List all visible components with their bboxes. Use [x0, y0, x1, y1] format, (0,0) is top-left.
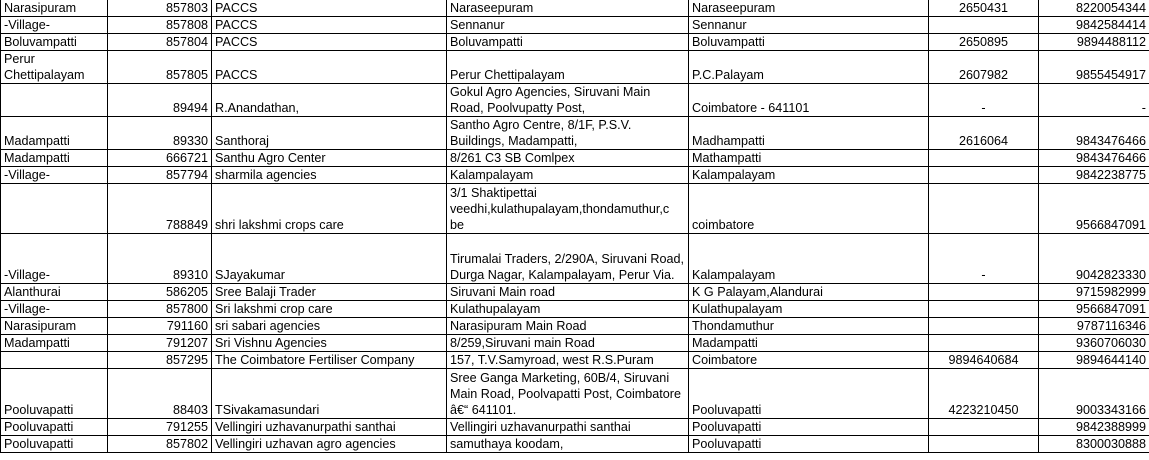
cell-address: Sree Ganga Marketing, 60B/4, Siruvani Main Road, Poolvapatti Post, Coimbatore â€“ 641101.: [447, 369, 689, 419]
table-row: [1, 318, 1149, 335]
cell-place: Boluvampatti: [689, 34, 929, 51]
cell-name: SJayakumar: [212, 234, 447, 284]
cell-area: [1, 184, 108, 234]
cell-code: 88403: [108, 369, 212, 419]
table-row: [1, 234, 1149, 284]
cell-phone: [929, 184, 1039, 234]
cell-code: 857800: [108, 301, 212, 318]
cell-mobile: 9855454917: [1039, 51, 1149, 84]
cell-address: 157, T.V.Samyroad, west R.S.Puram: [447, 352, 689, 369]
cell-name: Santhoraj: [212, 117, 447, 150]
cell-phone: 9894640684: [929, 352, 1039, 369]
table-row: [1, 34, 1149, 51]
cell-mobile: -: [1039, 84, 1149, 117]
table-row: [1, 184, 1149, 234]
cell-address: Gokul Agro Agencies, Siruvani Main Road, Poolvupatty Post,: [447, 84, 689, 117]
cell-code: 857808: [108, 17, 212, 34]
cell-code: 586205: [108, 284, 212, 301]
cell-phone: 4223210450: [929, 369, 1039, 419]
cell-code: 89330: [108, 117, 212, 150]
cell-area: Pooluvapatti: [1, 369, 108, 419]
table-row: [1, 84, 1149, 117]
cell-mobile: 9715982999: [1039, 284, 1149, 301]
cell-code: 857803: [108, 0, 212, 17]
cell-code: 788849: [108, 184, 212, 234]
cell-address: Sennanur: [447, 17, 689, 34]
cell-mobile: 9842584414: [1039, 17, 1149, 34]
cell-mobile: 9566847091: [1039, 184, 1149, 234]
cell-phone: 2607982: [929, 51, 1039, 84]
cell-mobile: 9566847091: [1039, 301, 1149, 318]
cell-address: Narasipuram Main Road: [447, 318, 689, 335]
cell-mobile: 9894488112: [1039, 34, 1149, 51]
table-row: [1, 369, 1149, 419]
cell-name: Sree Balaji Trader: [212, 284, 447, 301]
cell-phone: [929, 284, 1039, 301]
cell-area: [1, 84, 108, 117]
cell-area: [1, 352, 108, 369]
cell-area: Madampatti: [1, 150, 108, 167]
cell-area: -Village-: [1, 167, 108, 184]
cell-name: Vellingiri uzhavan agro agencies: [212, 436, 447, 453]
cell-name: PACCS: [212, 34, 447, 51]
cell-address: Kalampalayam: [447, 167, 689, 184]
cell-place: Coimbatore - 641101: [689, 84, 929, 117]
cell-mobile: 9042823330: [1039, 234, 1149, 284]
cell-phone: 2616064: [929, 117, 1039, 150]
cell-name: TSivakamasundari: [212, 369, 447, 419]
cell-name: sri sabari agencies: [212, 318, 447, 335]
cell-place: Pooluvapatti: [689, 436, 929, 453]
cell-area: -Village-: [1, 234, 108, 284]
cell-place: Kalampalayam: [689, 234, 929, 284]
cell-phone: 2650431: [929, 0, 1039, 17]
cell-code: 857802: [108, 436, 212, 453]
cell-area: Narasipuram: [1, 0, 108, 17]
cell-place: Naraseepuram: [689, 0, 929, 17]
cell-area: Boluvampatti: [1, 34, 108, 51]
cell-name: PACCS: [212, 17, 447, 34]
cell-mobile: 9003343166: [1039, 369, 1149, 419]
table-row: [1, 150, 1149, 167]
cell-mobile: 9787116346: [1039, 318, 1149, 335]
cell-address: Perur Chettipalayam: [447, 51, 689, 84]
cell-address: Vellingiri uzhavanurpathi santhai: [447, 419, 689, 436]
cell-name: shri lakshmi crops care: [212, 184, 447, 234]
table-row: [1, 436, 1149, 453]
cell-name: Vellingiri uzhavanurpathi santhai: [212, 419, 447, 436]
cell-code: 89494: [108, 84, 212, 117]
cell-code: 791160: [108, 318, 212, 335]
cell-code: 791207: [108, 335, 212, 352]
cell-place: Kulathupalayam: [689, 301, 929, 318]
cell-phone: [929, 167, 1039, 184]
cell-area: -Village-: [1, 17, 108, 34]
cell-phone: [929, 150, 1039, 167]
cell-place: Pooluvapatti: [689, 369, 929, 419]
cell-address: 8/261 C3 SB Comlpex: [447, 150, 689, 167]
table-row: [1, 167, 1149, 184]
cell-code: 857804: [108, 34, 212, 51]
cell-area: Perur Chettipalayam: [1, 51, 108, 84]
cell-mobile: 9842388999: [1039, 419, 1149, 436]
cell-code: 666721: [108, 150, 212, 167]
table-row: [1, 0, 1149, 17]
cell-phone: [929, 301, 1039, 318]
cell-code: 857794: [108, 167, 212, 184]
cell-name: Sri Vishnu Agencies: [212, 335, 447, 352]
cell-mobile: 9843476466: [1039, 117, 1149, 150]
cell-name: PACCS: [212, 0, 447, 17]
cell-mobile: 8300030888: [1039, 436, 1149, 453]
table-body: [1, 0, 1149, 453]
cell-place: Sennanur: [689, 17, 929, 34]
cell-phone: [929, 419, 1039, 436]
cell-code: 791255: [108, 419, 212, 436]
cell-place: K G Palayam,Alandurai: [689, 284, 929, 301]
table-row: [1, 352, 1149, 369]
cell-mobile: 8220054344: [1039, 0, 1149, 17]
cell-phone: [929, 335, 1039, 352]
cell-phone: -: [929, 234, 1039, 284]
cell-phone: [929, 17, 1039, 34]
cell-place: coimbatore: [689, 184, 929, 234]
cell-phone: 2650895: [929, 34, 1039, 51]
cell-name: sharmila agencies: [212, 167, 447, 184]
cell-phone: -: [929, 84, 1039, 117]
cell-place: Kalampalayam: [689, 167, 929, 184]
cell-address: 8/259,Siruvani main Road: [447, 335, 689, 352]
cell-area: Alanthurai: [1, 284, 108, 301]
cell-name: The Coimbatore Fertiliser Company: [212, 352, 447, 369]
cell-address: Santho Agro Centre, 8/1F, P.S.V. Buildings, Madampatti,: [447, 117, 689, 150]
cell-code: 857805: [108, 51, 212, 84]
cell-address: Siruvani Main road: [447, 284, 689, 301]
cell-address: Kulathupalayam: [447, 301, 689, 318]
table-row: [1, 51, 1149, 84]
cell-code: 857295: [108, 352, 212, 369]
cell-address: Naraseepuram: [447, 0, 689, 17]
cell-address: Tirumalai Traders, 2/290A, Siruvani Road, Durga Nagar, Kalampalayam, Perur Via.: [447, 234, 689, 284]
cell-area: Pooluvapatti: [1, 419, 108, 436]
cell-mobile: 9843476466: [1039, 150, 1149, 167]
cell-mobile: 9894644140: [1039, 352, 1149, 369]
cell-place: Pooluvapatti: [689, 419, 929, 436]
cell-name: PACCS: [212, 51, 447, 84]
cell-address: Boluvampatti: [447, 34, 689, 51]
cell-area: Madampatti: [1, 335, 108, 352]
table-row: [1, 335, 1149, 352]
cell-code: 89310: [108, 234, 212, 284]
cell-phone: [929, 436, 1039, 453]
table-row: [1, 284, 1149, 301]
cell-mobile: 9360706030: [1039, 335, 1149, 352]
cell-phone: [929, 318, 1039, 335]
cell-name: Santhu Agro Center: [212, 150, 447, 167]
cell-place: Coimbatore: [689, 352, 929, 369]
cell-place: Mathampatti: [689, 150, 929, 167]
table-row: [1, 17, 1149, 34]
cell-area: Pooluvapatti: [1, 436, 108, 453]
cell-name: R.Anandathan,: [212, 84, 447, 117]
cell-address: 3/1 Shaktipettai veedhi,kulathupalayam,thondamuthur,c be: [447, 184, 689, 234]
cell-place: Thondamuthur: [689, 318, 929, 335]
cell-place: Madampatti: [689, 335, 929, 352]
table-row: [1, 419, 1149, 436]
cell-mobile: 9842238775: [1039, 167, 1149, 184]
cell-area: Madampatti: [1, 117, 108, 150]
cell-address: samuthaya koodam,: [447, 436, 689, 453]
table-row: [1, 301, 1149, 318]
cell-name: Sri lakshmi crop care: [212, 301, 447, 318]
cell-place: Madhampatti: [689, 117, 929, 150]
cell-place: P.C.Palayam: [689, 51, 929, 84]
table-row: [1, 117, 1149, 150]
cell-area: -Village-: [1, 301, 108, 318]
cell-area: Narasipuram: [1, 318, 108, 335]
